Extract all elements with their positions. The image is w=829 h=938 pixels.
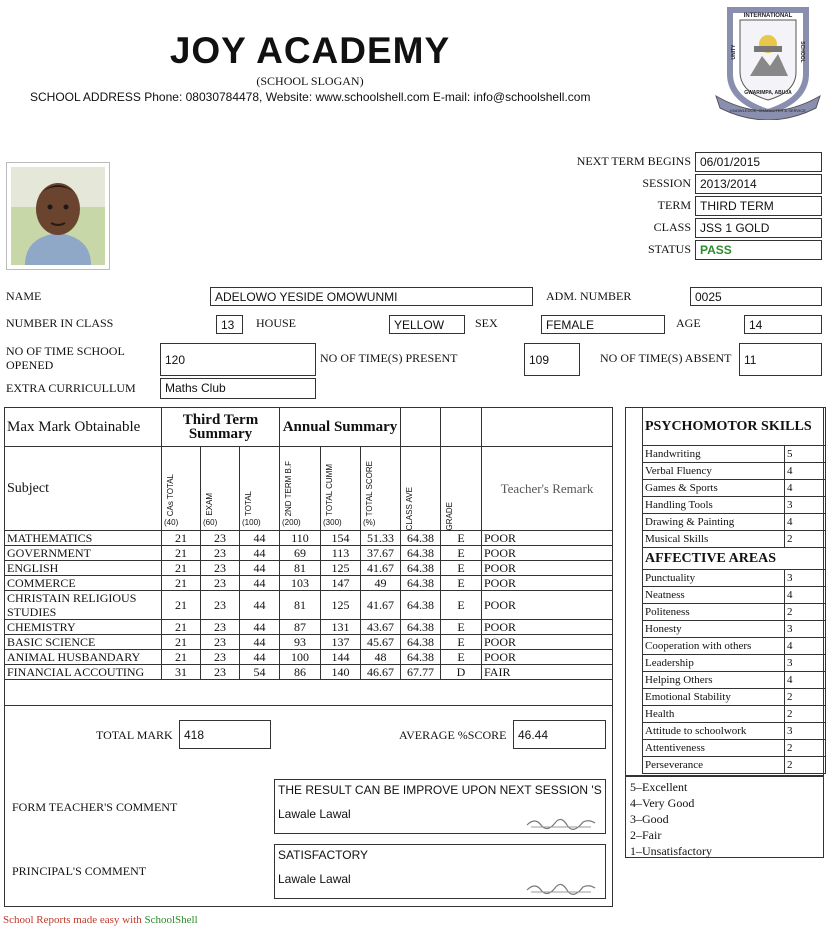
cell-ca: 21: [162, 620, 201, 635]
form-teacher-comment-text: THE RESULT CAN BE IMPROVE UPON NEXT SESSION 'S: [278, 783, 602, 797]
affective-item-name: Punctuality: [643, 570, 785, 587]
table-row: [5, 665, 613, 680]
third-term-header: Third Term Summary: [162, 408, 280, 447]
cell-exam: 23: [201, 576, 240, 591]
cell-remark: POOR: [482, 591, 613, 620]
house-field: YELLOW: [389, 315, 465, 334]
affective-item-name: Perseverance: [643, 757, 785, 774]
status-field: PASS: [695, 240, 822, 260]
psychomotor-row: [643, 446, 826, 463]
key-item: 1–Unsatisfactory: [630, 844, 712, 858]
column-header-max: (60): [203, 518, 218, 527]
psychomotor-item-score: 2: [785, 531, 826, 548]
affective-row: [643, 604, 826, 621]
cell-remark: POOR: [482, 620, 613, 635]
psychomotor-row: [643, 480, 826, 497]
psychomotor-item-score: 5: [785, 446, 826, 463]
class-label: CLASS: [653, 220, 691, 234]
affective-item-name: Neatness: [643, 587, 785, 604]
footer: [3, 914, 198, 926]
cell-grade: E: [441, 591, 482, 620]
num-in-class-label: NUMBER IN CLASS: [6, 316, 114, 330]
affective-item-name: Attentiveness: [643, 740, 785, 757]
signature-icon: [525, 878, 597, 896]
cell-total: 54: [240, 665, 280, 680]
cell-total: 44: [240, 546, 280, 561]
cell-total: 44: [240, 620, 280, 635]
psychomotor-title: PSYCHOMOTOR SKILLS: [643, 408, 826, 446]
footer-brand-link[interactable]: SchoolShell: [144, 914, 198, 926]
cell-ave: 64.38: [401, 561, 441, 576]
session-field: 2013/2014: [695, 174, 822, 194]
key-item: 2–Fair: [630, 828, 662, 842]
cell-cumm: 154: [321, 531, 361, 546]
column-header: [361, 447, 401, 531]
cell-subject: GOVERNMENT: [5, 546, 162, 561]
form-teacher-comment-label: FORM TEACHER'S COMMENT: [12, 800, 178, 814]
cell-grade: E: [441, 620, 482, 635]
cell-bf: 93: [280, 635, 321, 650]
cell-ave: 64.38: [401, 650, 441, 665]
affective-row: [643, 672, 826, 689]
psychomotor-item-name: Drawing & Painting: [643, 514, 785, 531]
cell-ave: 64.38: [401, 576, 441, 591]
affective-row: [643, 621, 826, 638]
cell-ave: 64.38: [401, 635, 441, 650]
cell-cumm: 125: [321, 591, 361, 620]
class-field: JSS 1 GOLD: [695, 218, 822, 238]
cell-grade: E: [441, 650, 482, 665]
next-term-field: 06/01/2015: [695, 152, 822, 172]
affective-row: [643, 638, 826, 655]
max-mark-header: Max Mark Obtainable: [5, 408, 162, 447]
affective-row: [643, 689, 826, 706]
student-photo: [6, 162, 110, 270]
psychomotor-item-name: Verbal Fluency: [643, 463, 785, 480]
column-header-label: EXAM: [205, 493, 214, 516]
absent-field: 11: [739, 343, 822, 376]
opened-label: NO OF TIME SCHOOL OPENED: [6, 344, 125, 372]
cell-bf: 81: [280, 591, 321, 620]
adm-label: ADM. NUMBER: [546, 289, 632, 303]
student-photo-image: [11, 167, 105, 265]
affective-row: [643, 655, 826, 672]
cell-score: 48: [361, 650, 401, 665]
cell-bf: 86: [280, 665, 321, 680]
psychomotor-table: [642, 407, 826, 774]
affective-item-score: 4: [785, 638, 826, 655]
table-row: [5, 650, 613, 665]
cell-ca: 21: [162, 531, 201, 546]
svg-text:UNITY: UNITY: [731, 44, 737, 60]
affective-item-score: 2: [785, 689, 826, 706]
average-score-field: 46.44: [513, 720, 606, 749]
cell-subject: ENGLISH: [5, 561, 162, 576]
cell-exam: 23: [201, 620, 240, 635]
key-item: 4–Very Good: [630, 796, 695, 810]
session-label: SESSION: [642, 176, 691, 190]
affective-row: [643, 740, 826, 757]
key-item: 5–Excellent: [630, 780, 688, 794]
table-row: [5, 531, 613, 546]
signature-icon: [525, 813, 597, 831]
num-in-class-field: 13: [216, 315, 243, 334]
column-header: [162, 447, 201, 531]
affective-row: [643, 706, 826, 723]
subject-header: Subject: [5, 447, 162, 531]
cell-subject: FINANCIAL ACCOUTING: [5, 665, 162, 680]
principal-comment-box: [274, 844, 606, 899]
opened-field: 120: [160, 343, 316, 376]
crest-logo-icon: [712, 4, 824, 120]
column-header-max: (%): [363, 518, 376, 527]
affective-item-score: 2: [785, 757, 826, 774]
cell-score: 51.33: [361, 531, 401, 546]
cell-ca: 21: [162, 591, 201, 620]
annual-header: Annual Summary: [280, 408, 401, 447]
cell-subject: COMMERCE: [5, 576, 162, 591]
cell-remark: POOR: [482, 546, 613, 561]
extra-field: Maths Club: [160, 378, 316, 399]
affective-row: [643, 587, 826, 604]
cell-cumm: 140: [321, 665, 361, 680]
cell-bf: 81: [280, 561, 321, 576]
psychomotor-row: [643, 531, 826, 548]
cell-bf: 69: [280, 546, 321, 561]
cell-score: 43.67: [361, 620, 401, 635]
affective-item-score: 3: [785, 723, 826, 740]
affective-item-score: 4: [785, 587, 826, 604]
present-field: 109: [524, 343, 580, 376]
present-label: NO OF TIME(S) PRESENT: [320, 351, 458, 365]
affective-item-score: 4: [785, 672, 826, 689]
column-header-max: (100): [242, 518, 261, 527]
column-header-label: CLASS AVE: [405, 486, 414, 530]
cell-score: 41.67: [361, 561, 401, 576]
column-header: [321, 447, 361, 531]
cell-cumm: 131: [321, 620, 361, 635]
affective-item-score: 2: [785, 604, 826, 621]
table-row: [5, 635, 613, 650]
table-row: [5, 591, 613, 620]
cell-score: 46.67: [361, 665, 401, 680]
affective-item-score: 3: [785, 655, 826, 672]
cell-subject: BASIC SCIENCE: [5, 635, 162, 650]
sex-label: SEX: [475, 316, 498, 330]
cell-bf: 100: [280, 650, 321, 665]
column-header-label: TOTAL SCORE: [365, 460, 374, 516]
column-header: [441, 447, 482, 531]
skills-panel: [625, 407, 824, 776]
affective-item-name: Helping Others: [643, 672, 785, 689]
cell-exam: 23: [201, 665, 240, 680]
cell-total: 44: [240, 561, 280, 576]
psychomotor-row: [643, 463, 826, 480]
cell-total: 44: [240, 531, 280, 546]
cell-ave: 64.38: [401, 591, 441, 620]
grading-key: [625, 776, 824, 858]
psychomotor-item-name: Handling Tools: [643, 497, 785, 514]
affective-item-name: Cooperation with others: [643, 638, 785, 655]
affective-row: [643, 570, 826, 587]
cell-total: 44: [240, 576, 280, 591]
cell-bf: 103: [280, 576, 321, 591]
cell-ave: 67.77: [401, 665, 441, 680]
cell-ave: 64.38: [401, 531, 441, 546]
cell-score: 49: [361, 576, 401, 591]
column-header: [401, 447, 441, 531]
cell-remark: POOR: [482, 576, 613, 591]
psychomotor-row: [643, 497, 826, 514]
cell-grade: E: [441, 546, 482, 561]
cell-ca: 31: [162, 665, 201, 680]
footer-prefix: School Reports made easy with: [3, 914, 145, 926]
key-item: 3–Good: [630, 812, 669, 826]
remark-header: Teacher's Remark: [482, 447, 613, 531]
cell-score: 41.67: [361, 591, 401, 620]
principal-comment-label: PRINCIPAL'S COMMENT: [12, 864, 147, 878]
term-field: THIRD TERM: [695, 196, 822, 216]
cell-grade: E: [441, 576, 482, 591]
results-frame: [4, 407, 613, 907]
total-mark-label: TOTAL MARK: [96, 728, 173, 742]
form-teacher-name: Lawale Lawal: [278, 807, 351, 821]
column-header-label: GRADE: [445, 501, 454, 530]
cell-subject: ANIMAL HUSBANDARY: [5, 650, 162, 665]
cell-grade: E: [441, 561, 482, 576]
affective-row: [643, 757, 826, 774]
cell-exam: 23: [201, 531, 240, 546]
cell-cumm: 113: [321, 546, 361, 561]
svg-text:GWARIMPA, ABUJA: GWARIMPA, ABUJA: [744, 90, 792, 96]
affective-item-score: 2: [785, 740, 826, 757]
cell-cumm: 125: [321, 561, 361, 576]
svg-text:KNOWLEDGE, CHARACTER & SERVICE: KNOWLEDGE, CHARACTER & SERVICE: [730, 108, 806, 113]
cell-exam: 23: [201, 650, 240, 665]
psychomotor-row: [643, 514, 826, 531]
cell-remark: POOR: [482, 650, 613, 665]
affective-item-score: 2: [785, 706, 826, 723]
affective-item-name: Leadership: [643, 655, 785, 672]
table-row: [5, 561, 613, 576]
psychomotor-item-score: 3: [785, 497, 826, 514]
principal-comment-text: SATISFACTORY: [278, 848, 369, 862]
name-field: ADELOWO YESIDE OMOWUNMI: [210, 287, 533, 306]
affective-row: [643, 723, 826, 740]
cell-exam: 23: [201, 546, 240, 561]
cell-remark: FAIR: [482, 665, 613, 680]
affective-item-name: Politeness: [643, 604, 785, 621]
cell-total: 44: [240, 635, 280, 650]
affective-item-name: Health: [643, 706, 785, 723]
column-header-max: (200): [282, 518, 301, 527]
column-header: [280, 447, 321, 531]
table-row: [5, 620, 613, 635]
table-row: [5, 576, 613, 591]
age-label: AGE: [676, 316, 701, 330]
school-slogan: (SCHOOL SLOGAN): [256, 74, 364, 88]
column-header-label: TOTAL: [244, 490, 253, 516]
psychomotor-item-score: 4: [785, 514, 826, 531]
cell-bf: 110: [280, 531, 321, 546]
affective-item-name: Honesty: [643, 621, 785, 638]
cell-cumm: 137: [321, 635, 361, 650]
school-name: JOY ACADEMY: [169, 30, 451, 71]
cell-remark: POOR: [482, 561, 613, 576]
cell-cumm: 147: [321, 576, 361, 591]
cell-subject: CHRISTAIN RELIGIOUS STUDIES: [5, 591, 162, 620]
cell-grade: E: [441, 531, 482, 546]
affective-item-score: 3: [785, 621, 826, 638]
cell-total: 44: [240, 591, 280, 620]
cell-remark: POOR: [482, 531, 613, 546]
principal-name: Lawale Lawal: [278, 872, 351, 886]
psychomotor-item-name: Handwriting: [643, 446, 785, 463]
total-mark-field: 418: [179, 720, 271, 749]
cell-exam: 23: [201, 591, 240, 620]
cell-ca: 21: [162, 561, 201, 576]
extra-label: EXTRA CURRICULLUM: [6, 381, 136, 395]
cell-score: 45.67: [361, 635, 401, 650]
column-header-label: TOTAL CUMM: [325, 464, 334, 516]
term-label: TERM: [657, 198, 691, 212]
column-header-max: (40): [164, 518, 179, 527]
school-address: SCHOOL ADDRESS Phone: 08030784478, Website: www.schoolshell.com E-mail: info@schoolshell.com: [30, 90, 591, 104]
absent-label: NO OF TIME(S) ABSENT: [600, 351, 732, 365]
adm-field: 0025: [690, 287, 822, 306]
name-label: NAME: [6, 289, 42, 303]
psychomotor-item-name: Musical Skills: [643, 531, 785, 548]
svg-text:SCHOOL: SCHOOL: [799, 41, 805, 63]
cell-ca: 21: [162, 546, 201, 561]
psychomotor-item-name: Games & Sports: [643, 480, 785, 497]
affective-item-name: Emotional Stability: [643, 689, 785, 706]
cell-ave: 64.38: [401, 620, 441, 635]
cell-grade: E: [441, 635, 482, 650]
column-header: [201, 447, 240, 531]
cell-grade: D: [441, 665, 482, 680]
cell-ca: 21: [162, 650, 201, 665]
affective-item-score: 3: [785, 570, 826, 587]
cell-exam: 23: [201, 635, 240, 650]
affective-title: AFFECTIVE AREAS: [643, 548, 826, 570]
sex-field: FEMALE: [541, 315, 665, 334]
column-header-label: 2ND TERM B.F: [284, 460, 293, 516]
column-header-max: (300): [323, 518, 342, 527]
cell-ave: 64.38: [401, 546, 441, 561]
cell-score: 37.67: [361, 546, 401, 561]
marks-table: [4, 407, 613, 706]
psychomotor-item-score: 4: [785, 463, 826, 480]
column-header: [240, 447, 280, 531]
form-teacher-comment-box: [274, 779, 606, 834]
cell-cumm: 144: [321, 650, 361, 665]
cell-remark: POOR: [482, 635, 613, 650]
affective-item-name: Attitude to schoolwork: [643, 723, 785, 740]
house-label: HOUSE: [256, 316, 297, 330]
next-term-label: NEXT TERM BEGINS: [576, 154, 691, 168]
cell-ca: 21: [162, 576, 201, 591]
status-label: STATUS: [647, 242, 691, 256]
cell-bf: 87: [280, 620, 321, 635]
cell-ca: 21: [162, 635, 201, 650]
svg-text:INTERNATIONAL: INTERNATIONAL: [743, 13, 793, 19]
psychomotor-item-score: 4: [785, 480, 826, 497]
age-field: 14: [744, 315, 822, 334]
table-row: [5, 546, 613, 561]
column-header-label: CAs TOTAL: [166, 473, 175, 516]
cell-exam: 23: [201, 561, 240, 576]
cell-subject: CHEMISTRY: [5, 620, 162, 635]
cell-subject: MATHEMATICS: [5, 531, 162, 546]
average-score-label: AVERAGE %SCORE: [399, 728, 507, 742]
cell-total: 44: [240, 650, 280, 665]
